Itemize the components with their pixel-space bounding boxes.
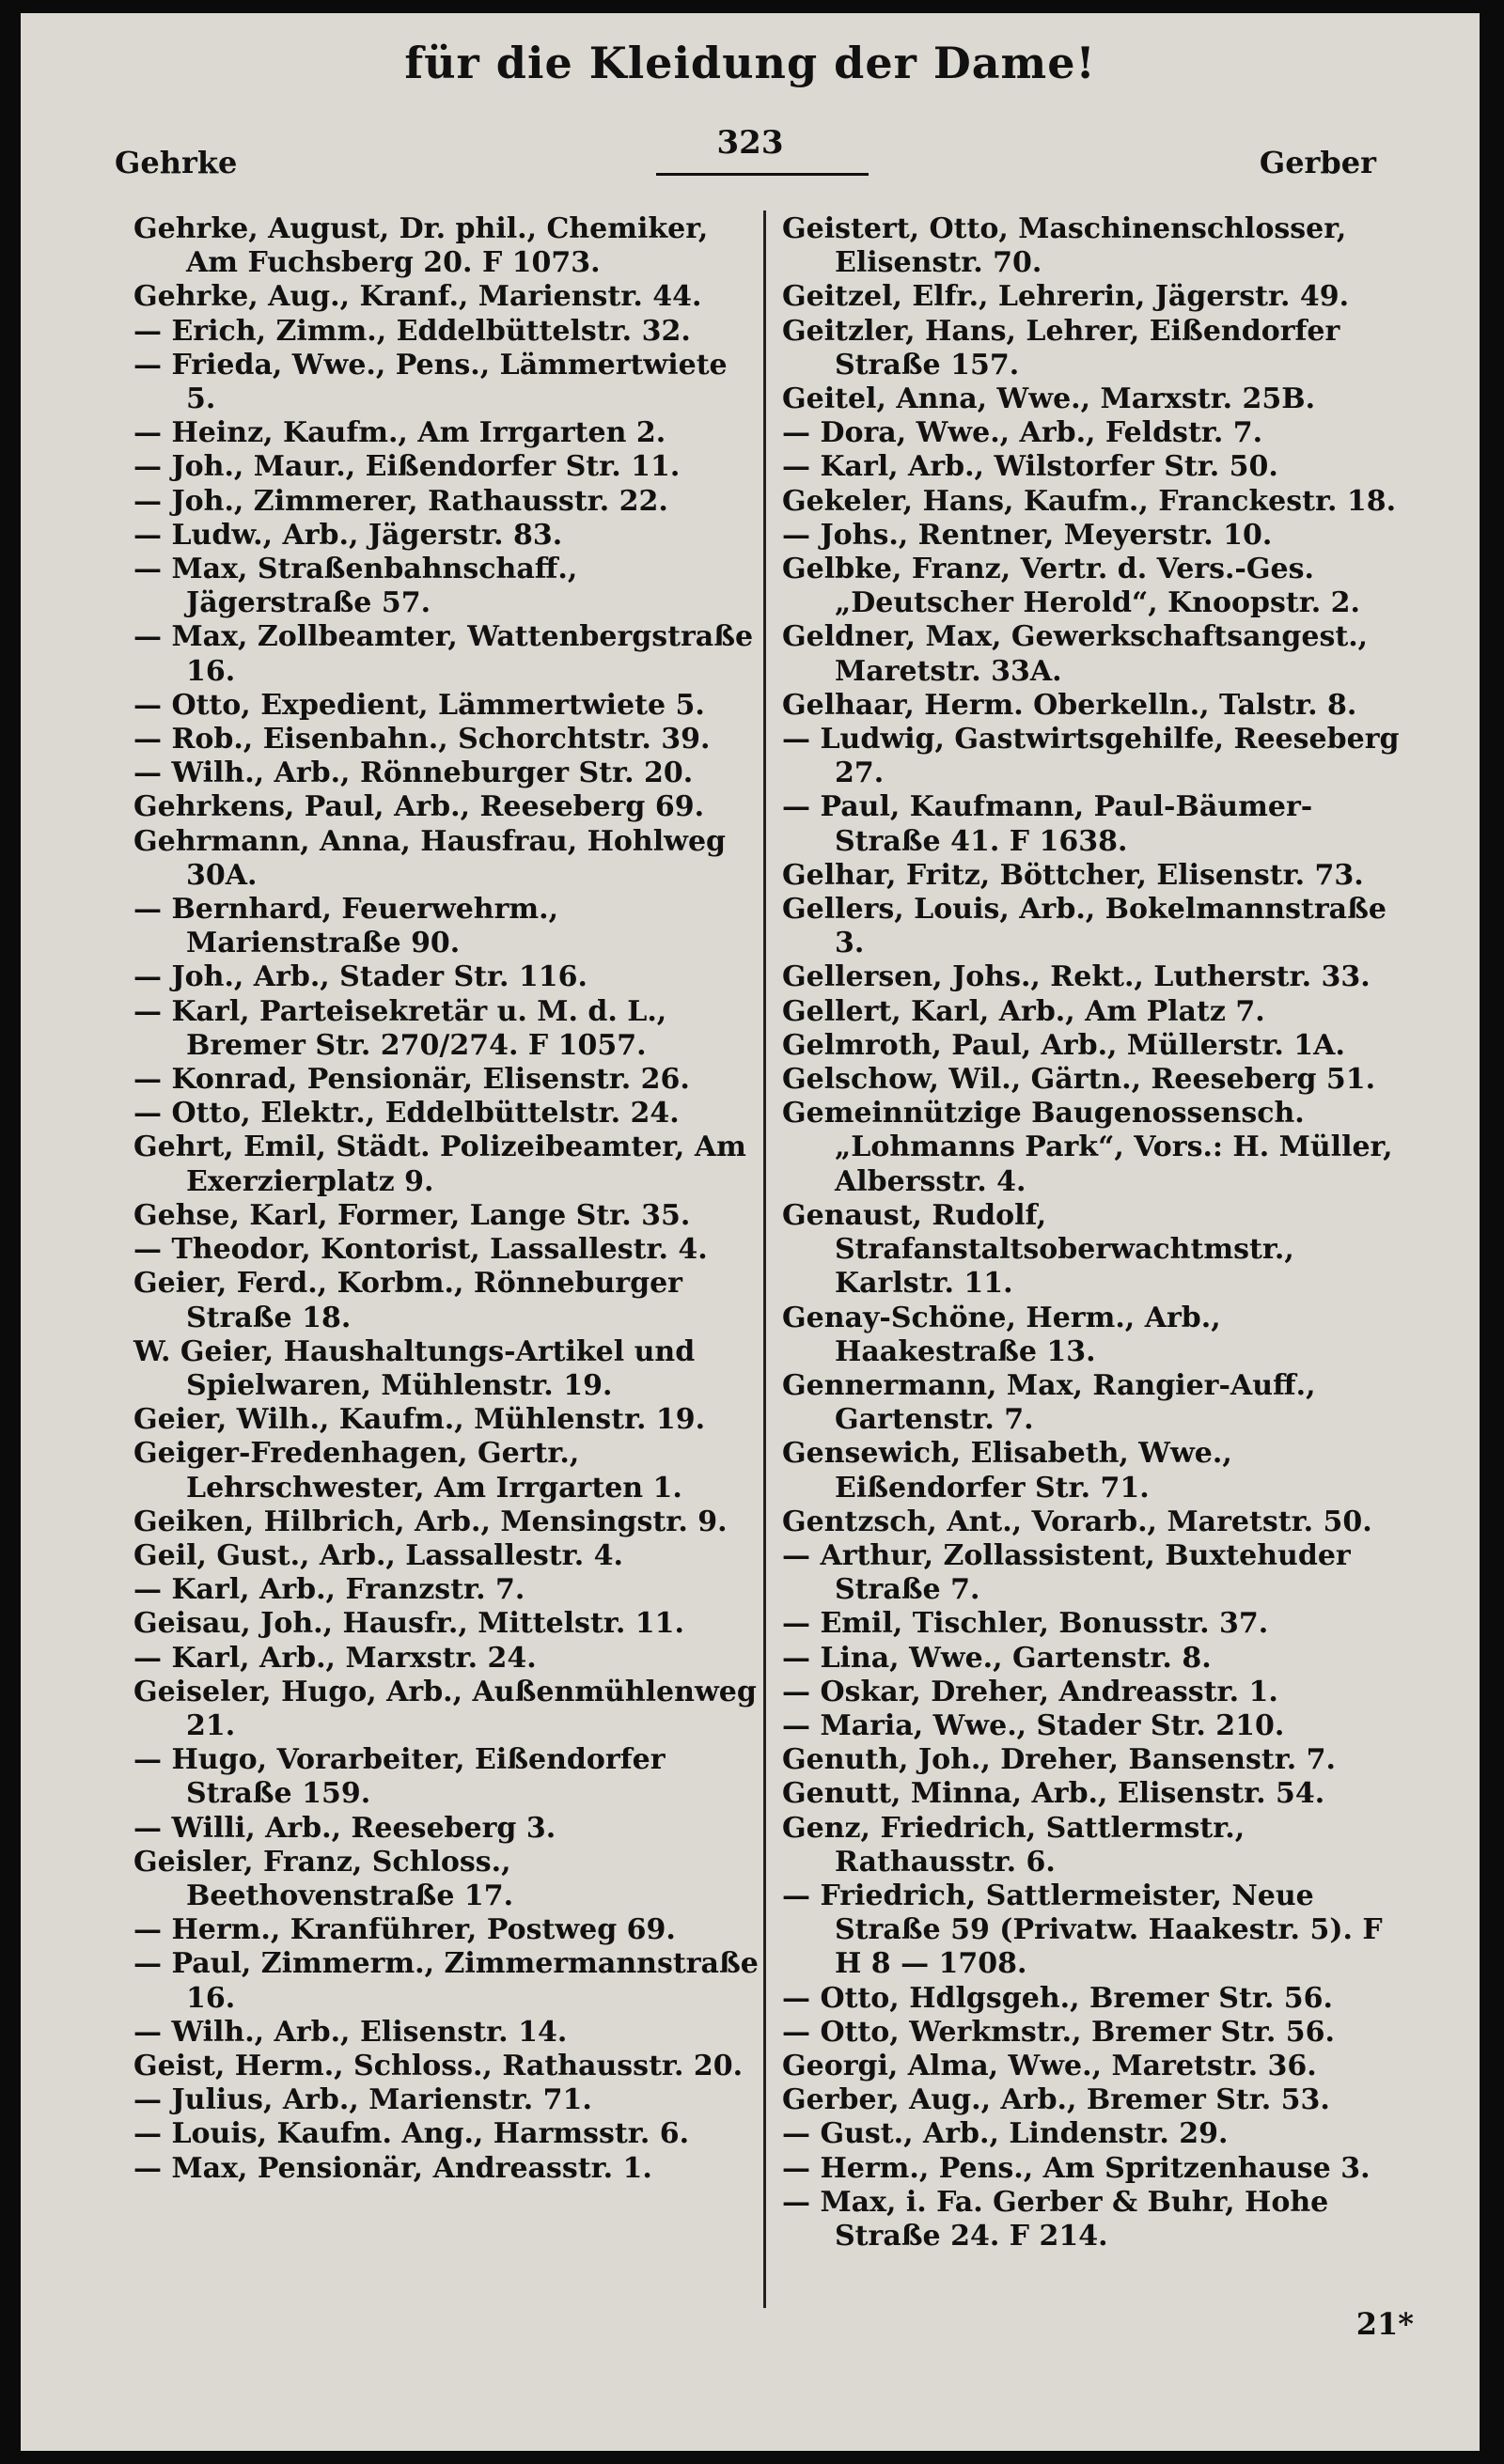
directory-entry: Geisler, Franz, Schloss., Beethovenstraße 17. [133, 1845, 514, 1912]
directory-entry: — Wilh., Arb., Rönneburger Str. 20. [133, 756, 694, 790]
directory-entry: — Heinz, Kaufm., Am Irrgarten 2. [133, 416, 666, 450]
directory-entry: Genz, Friedrich, Sattlermstr., Rathausstr. 6. [782, 1811, 1246, 1879]
directory-entry: — Joh., Maur., Eißendorfer Str. 11. [133, 450, 681, 484]
directory-entry: — Oskar, Dreher, Andreasstr. 1. [782, 1675, 1278, 1708]
directory-entry: Geist, Herm., Schloss., Rathausstr. 20. [133, 2049, 744, 2082]
directory-entry: Gelschow, Wil., Gärtn., Reeseberg 51. [782, 1063, 1376, 1097]
directory-entry: — Max, Zollbeamter, Wattenbergstraße 16. [133, 620, 754, 688]
directory-entry: — Joh., Arb., Stader Str. 116. [133, 960, 588, 994]
directory-entry: — Maria, Wwe., Stader Str. 210. [782, 1708, 1285, 1742]
directory-entry: — Herm., Pens., Am Spritzenhause 3. [782, 2151, 1371, 2185]
directory-entry: Geiken, Hilbrich, Arb., Mensingstr. 9. [133, 1505, 728, 1538]
directory-entry: Gehrke, August, Dr. phil., Chemiker, Am Fuchsberg 20. F 1073. [133, 212, 709, 280]
signature-mark: 21* [1355, 2306, 1414, 2342]
directory-entry: — Frieda, Wwe., Pens., Lämmertwiete 5. [133, 348, 728, 416]
directory-entry: — Karl, Parteisekretär u. M. d. L., Bremer Str. 270/274. F 1057. [133, 994, 667, 1062]
directory-entry: Gehrt, Emil, Städt. Polizeibeamter, Am Exerzierplatz 9. [133, 1131, 746, 1198]
directory-entry: — Johs., Rentner, Meyerstr. 10. [782, 518, 1273, 552]
directory-entry: — Konrad, Pensionär, Elisenstr. 26. [133, 1063, 690, 1097]
directory-entry: — Otto, Hdlgsgeh., Bremer Str. 56. [782, 1981, 1333, 2015]
directory-entry: — Otto, Expedient, Lämmertwiete 5. [133, 688, 705, 722]
directory-entry: Genutt, Minna, Arb., Elisenstr. 54. [782, 1777, 1325, 1811]
directory-entry: — Bernhard, Feuerwehrm., Marienstraße 90. [133, 893, 559, 960]
directory-entry: — Joh., Zimmerer, Rathausstr. 22. [133, 484, 668, 518]
directory-entry: Gelhaar, Herm. Oberkelln., Talstr. 8. [782, 688, 1357, 722]
header-right-keyword: Gerber [1259, 145, 1376, 180]
left-column [133, 212, 765, 2186]
directory-entry: Gelmroth, Paul, Arb., Müllerstr. 1A. [782, 1028, 1345, 1062]
advertising-banner: für die Kleidung der Dame! [404, 38, 1096, 88]
page-header [21, 124, 1480, 180]
directory-entry: Genay-Schöne, Herm., Arb., Haakestraße 13. [782, 1301, 1221, 1368]
directory-entry: Geier, Ferd., Korbm., Rönneburger Straße 18. [133, 1267, 682, 1334]
directory-entry: Gellers, Louis, Arb., Bokelmannstraße 3. [782, 893, 1386, 960]
directory-entry: — Ludw., Arb., Jägerstr. 83. [133, 518, 563, 552]
directory-entry: — Julius, Arb., Marienstr. 71. [133, 2083, 592, 2117]
directory-entry: — Willi, Arb., Reeseberg 3. [133, 1811, 556, 1845]
directory-entry: — Rob., Eisenbahn., Schorchtstr. 39. [133, 723, 711, 756]
directory-entry: — Arthur, Zollassistent, Buxtehuder Straße 7. [782, 1538, 1351, 1607]
directory-entry: Geitel, Anna, Wwe., Marxstr. 25B. [782, 382, 1316, 416]
directory-entry: — Karl, Arb., Franzstr. 7. [133, 1573, 525, 1607]
directory-entry: — Louis, Kaufm. Ang., Harmsstr. 6. [133, 2117, 690, 2151]
directory-entry: — Dora, Wwe., Arb., Feldstr. 7. [782, 416, 1263, 450]
directory-entry: — Theodor, Kontorist, Lassallestr. 4. [133, 1233, 708, 1267]
directory-entry: — Lina, Wwe., Gartenstr. 8. [782, 1641, 1212, 1675]
directory-entry: — Gust., Arb., Lindenstr. 29. [782, 2117, 1229, 2151]
directory-entry: — Paul, Zimmerm., Zimmermannstraße 16. [133, 1947, 759, 2015]
directory-entry: Geisau, Joh., Hausfr., Mittelstr. 11. [133, 1607, 684, 1641]
directory-entry: Geil, Gust., Arb., Lassallestr. 4. [133, 1538, 623, 1572]
directory-entry: — Herm., Kranführer, Postweg 69. [133, 1913, 676, 1947]
directory-entry: Gentzsch, Ant., Vorarb., Maretstr. 50. [782, 1505, 1372, 1538]
directory-entry: Gehrke, Aug., Kranf., Marienstr. 44. [133, 280, 702, 314]
directory-page [21, 13, 1480, 2451]
directory-entry: Georgi, Alma, Wwe., Maretstr. 36. [782, 2049, 1317, 2082]
directory-entry: — Emil, Tischler, Bonusstr. 37. [782, 1607, 1269, 1641]
directory-entry: — Max, Straßenbahnschaff., Jägerstraße 57. [133, 553, 578, 620]
directory-entry: Gellert, Karl, Arb., Am Platz 7. [782, 994, 1265, 1028]
directory-entry: — Max, Pensionär, Andreasstr. 1. [133, 2151, 652, 2185]
directory-entry: — Karl, Arb., Wilstorfer Str. 50. [782, 450, 1278, 484]
directory-entry: Gehrkens, Paul, Arb., Reeseberg 69. [133, 790, 705, 824]
right-column [782, 212, 1414, 2253]
directory-entry: Gemeinnützige Baugenossensch. „Lohmanns Park“, Vors.: H. Müller, Albersstr. 4. [782, 1097, 1393, 1198]
directory-entry: — Paul, Kaufmann, Paul-Bäumer-Straße 41. F 1638. [782, 790, 1313, 858]
directory-entry: Gerber, Aug., Arb., Bremer Str. 53. [782, 2083, 1330, 2117]
directory-entry: — Otto, Elektr., Eddelbüttelstr. 24. [133, 1097, 680, 1131]
header-left-keyword: Gehrke [115, 145, 238, 180]
header-rule [656, 173, 869, 176]
directory-entry: Gennermann, Max, Rangier-Auff., Gartenstr. 7. [782, 1368, 1316, 1437]
directory-entry: Gensewich, Elisabeth, Wwe., Eißendorfer Str. 71. [782, 1437, 1232, 1505]
directory-entry: Geiger-Fredenhagen, Gertr., Lehrschwester, Am Irrgarten 1. [133, 1437, 682, 1505]
directory-entry: Genaust, Rudolf, Strafanstaltsoberwachtmstr., Karlstr. 11. [782, 1198, 1294, 1301]
directory-entry: Geiseler, Hugo, Arb., Außenmühlenweg 21. [133, 1675, 757, 1742]
directory-entry: Geitzel, Elfr., Lehrerin, Jägerstr. 49. [782, 280, 1350, 314]
directory-entry: — Max, i. Fa. Gerber & Buhr, Hohe Straße 24. F 214. [782, 2185, 1329, 2253]
directory-entry: Geldner, Max, Gewerkschaftsangest., Maretstr. 33A. [782, 620, 1369, 688]
directory-entry: Gehrmann, Anna, Hausfrau, Hohlweg 30A. [133, 824, 727, 892]
directory-entry: Genuth, Joh., Dreher, Bansenstr. 7. [782, 1743, 1336, 1777]
directory-entry: Geistert, Otto, Maschinenschlosser, Elisenstr. 70. [782, 212, 1347, 280]
directory-entry: Gelhar, Fritz, Böttcher, Elisenstr. 73. [782, 858, 1364, 892]
page-number: 323 [716, 124, 784, 162]
directory-entry: Gelbke, Franz, Vertr. d. Vers.-Ges. „Deutscher Herold“, Knoopstr. 2. [782, 553, 1360, 620]
directory-entry: — Ludwig, Gastwirtsgehilfe, Reeseberg 27. [782, 723, 1400, 790]
directory-entry: — Otto, Werkmstr., Bremer Str. 56. [782, 2015, 1335, 2049]
directory-entry: — Erich, Zimm., Eddelbüttelstr. 32. [133, 314, 691, 348]
directory-entry: — Karl, Arb., Marxstr. 24. [133, 1641, 537, 1675]
directory-entry: — Wilh., Arb., Elisenstr. 14. [133, 2015, 568, 2049]
directory-entry: — Hugo, Vorarbeiter, Eißendorfer Straße 159. [133, 1743, 666, 1811]
directory-entry: Gekeler, Hans, Kaufm., Franckestr. 18. [782, 484, 1397, 518]
directory-entry: — Friedrich, Sattlermeister, Neue Straße 59 (Privatw. Haakestr. 5). F H 8 — 1708. [782, 1879, 1383, 1981]
directory-entry: Geitzler, Hans, Lehrer, Eißendorfer Straße 157. [782, 314, 1340, 382]
directory-entry: Geier, Wilh., Kaufm., Mühlenstr. 19. [133, 1403, 706, 1437]
directory-entry: Gellersen, Johs., Rekt., Lutherstr. 33. [782, 960, 1371, 994]
directory-entry: Gehse, Karl, Former, Lange Str. 35. [133, 1198, 691, 1232]
directory-entry: W. Geier, Haushaltungs-Artikel und Spielwaren, Mühlenstr. 19. [133, 1334, 696, 1402]
